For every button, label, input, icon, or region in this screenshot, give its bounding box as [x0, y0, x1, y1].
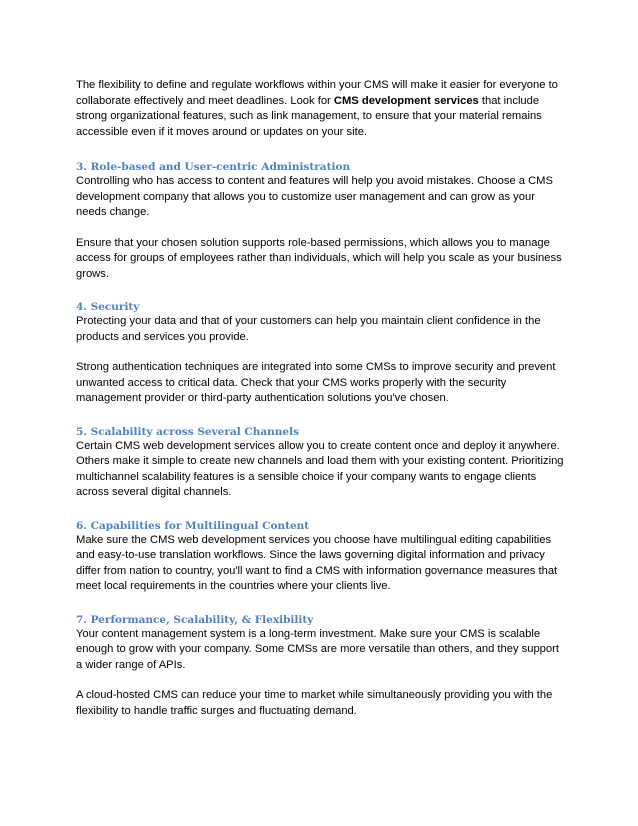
section-role-based-paragraph-2: Ensure that your chosen solution supports role-based permissions, which allows you to manage access for groups of employees rather than individuals, which will help you scale as your business grows. — [76, 236, 562, 280]
document-body — [76, 78, 566, 719]
section-role-based-paragraph-1: Controlling who has access to content and features will help you avoid mistakes. Choose a CMS development company that allows you to customize user management and can grow as your needs change. — [76, 175, 553, 218]
section-heading-scalability-channels: 5. Scalability across Several Channels — [76, 425, 299, 438]
section-performance-paragraph-1: Your content management system is a long-term investment. Make sure your CMS is scalable enough to grow with your company. Some CMSs are more versatile than others, and they support a wider range of APIs. — [76, 627, 559, 671]
section-scalability-channels-paragraph-1: Certain CMS web development services allow you to create content once and deploy it anywhere. Others make it simple to create new channels and load them with your existing content. Prioritizing multichannel scalability features is a sensible choice if your company wants to engage clients across several digital channels. — [76, 439, 564, 498]
section-heading-security: 4. Security — [76, 301, 140, 313]
intro-text-before: The flexibility to define and regulate workflows within your CMS will make it easier for everyone to collaborate effectively and meet deadlines. Look for — [76, 79, 558, 107]
section-heading-multilingual: 6. Capabilities for Multilingual Content — [76, 519, 310, 532]
section-multilingual-paragraph-1: Make sure the CMS web development services you choose have multilingual editing capabilities and easy-to-use translation workflows. Since the laws governing digital information and privacy differ from nation to country, you'll want to find a CMS with information governance measures that meet local requirements in the countries where your clients live. — [76, 533, 558, 592]
intro-paragraph — [76, 78, 566, 140]
section-performance-paragraph-2: A cloud-hosted CMS can reduce your time to market while simultaneously providing you with the flexibility to handle traffic surges and fluctuating demand. — [76, 689, 553, 717]
intro-text-after: that include strong organizational features, such as link management, to ensure that your material remains accessible even if it moves around or updates on your site. — [76, 94, 542, 138]
section-security-paragraph-2: Strong authentication techniques are integrated into some CMSs to improve security and prevent unwanted access to critical data. Check that your CMS works properly with the security management provider or third-party authentication solutions you've chosen. — [76, 361, 556, 404]
intro-bold-link-text: CMS development services — [333, 94, 479, 107]
section-heading-performance: 7. Performance, Scalability, & Flexibility — [76, 613, 314, 626]
section-heading-role-based: 3. Role-based and User-centric Administration — [76, 161, 351, 173]
section-security-paragraph-1: Protecting your data and that of your customers can help you maintain client confidence in the products and services you provide. — [76, 315, 541, 343]
